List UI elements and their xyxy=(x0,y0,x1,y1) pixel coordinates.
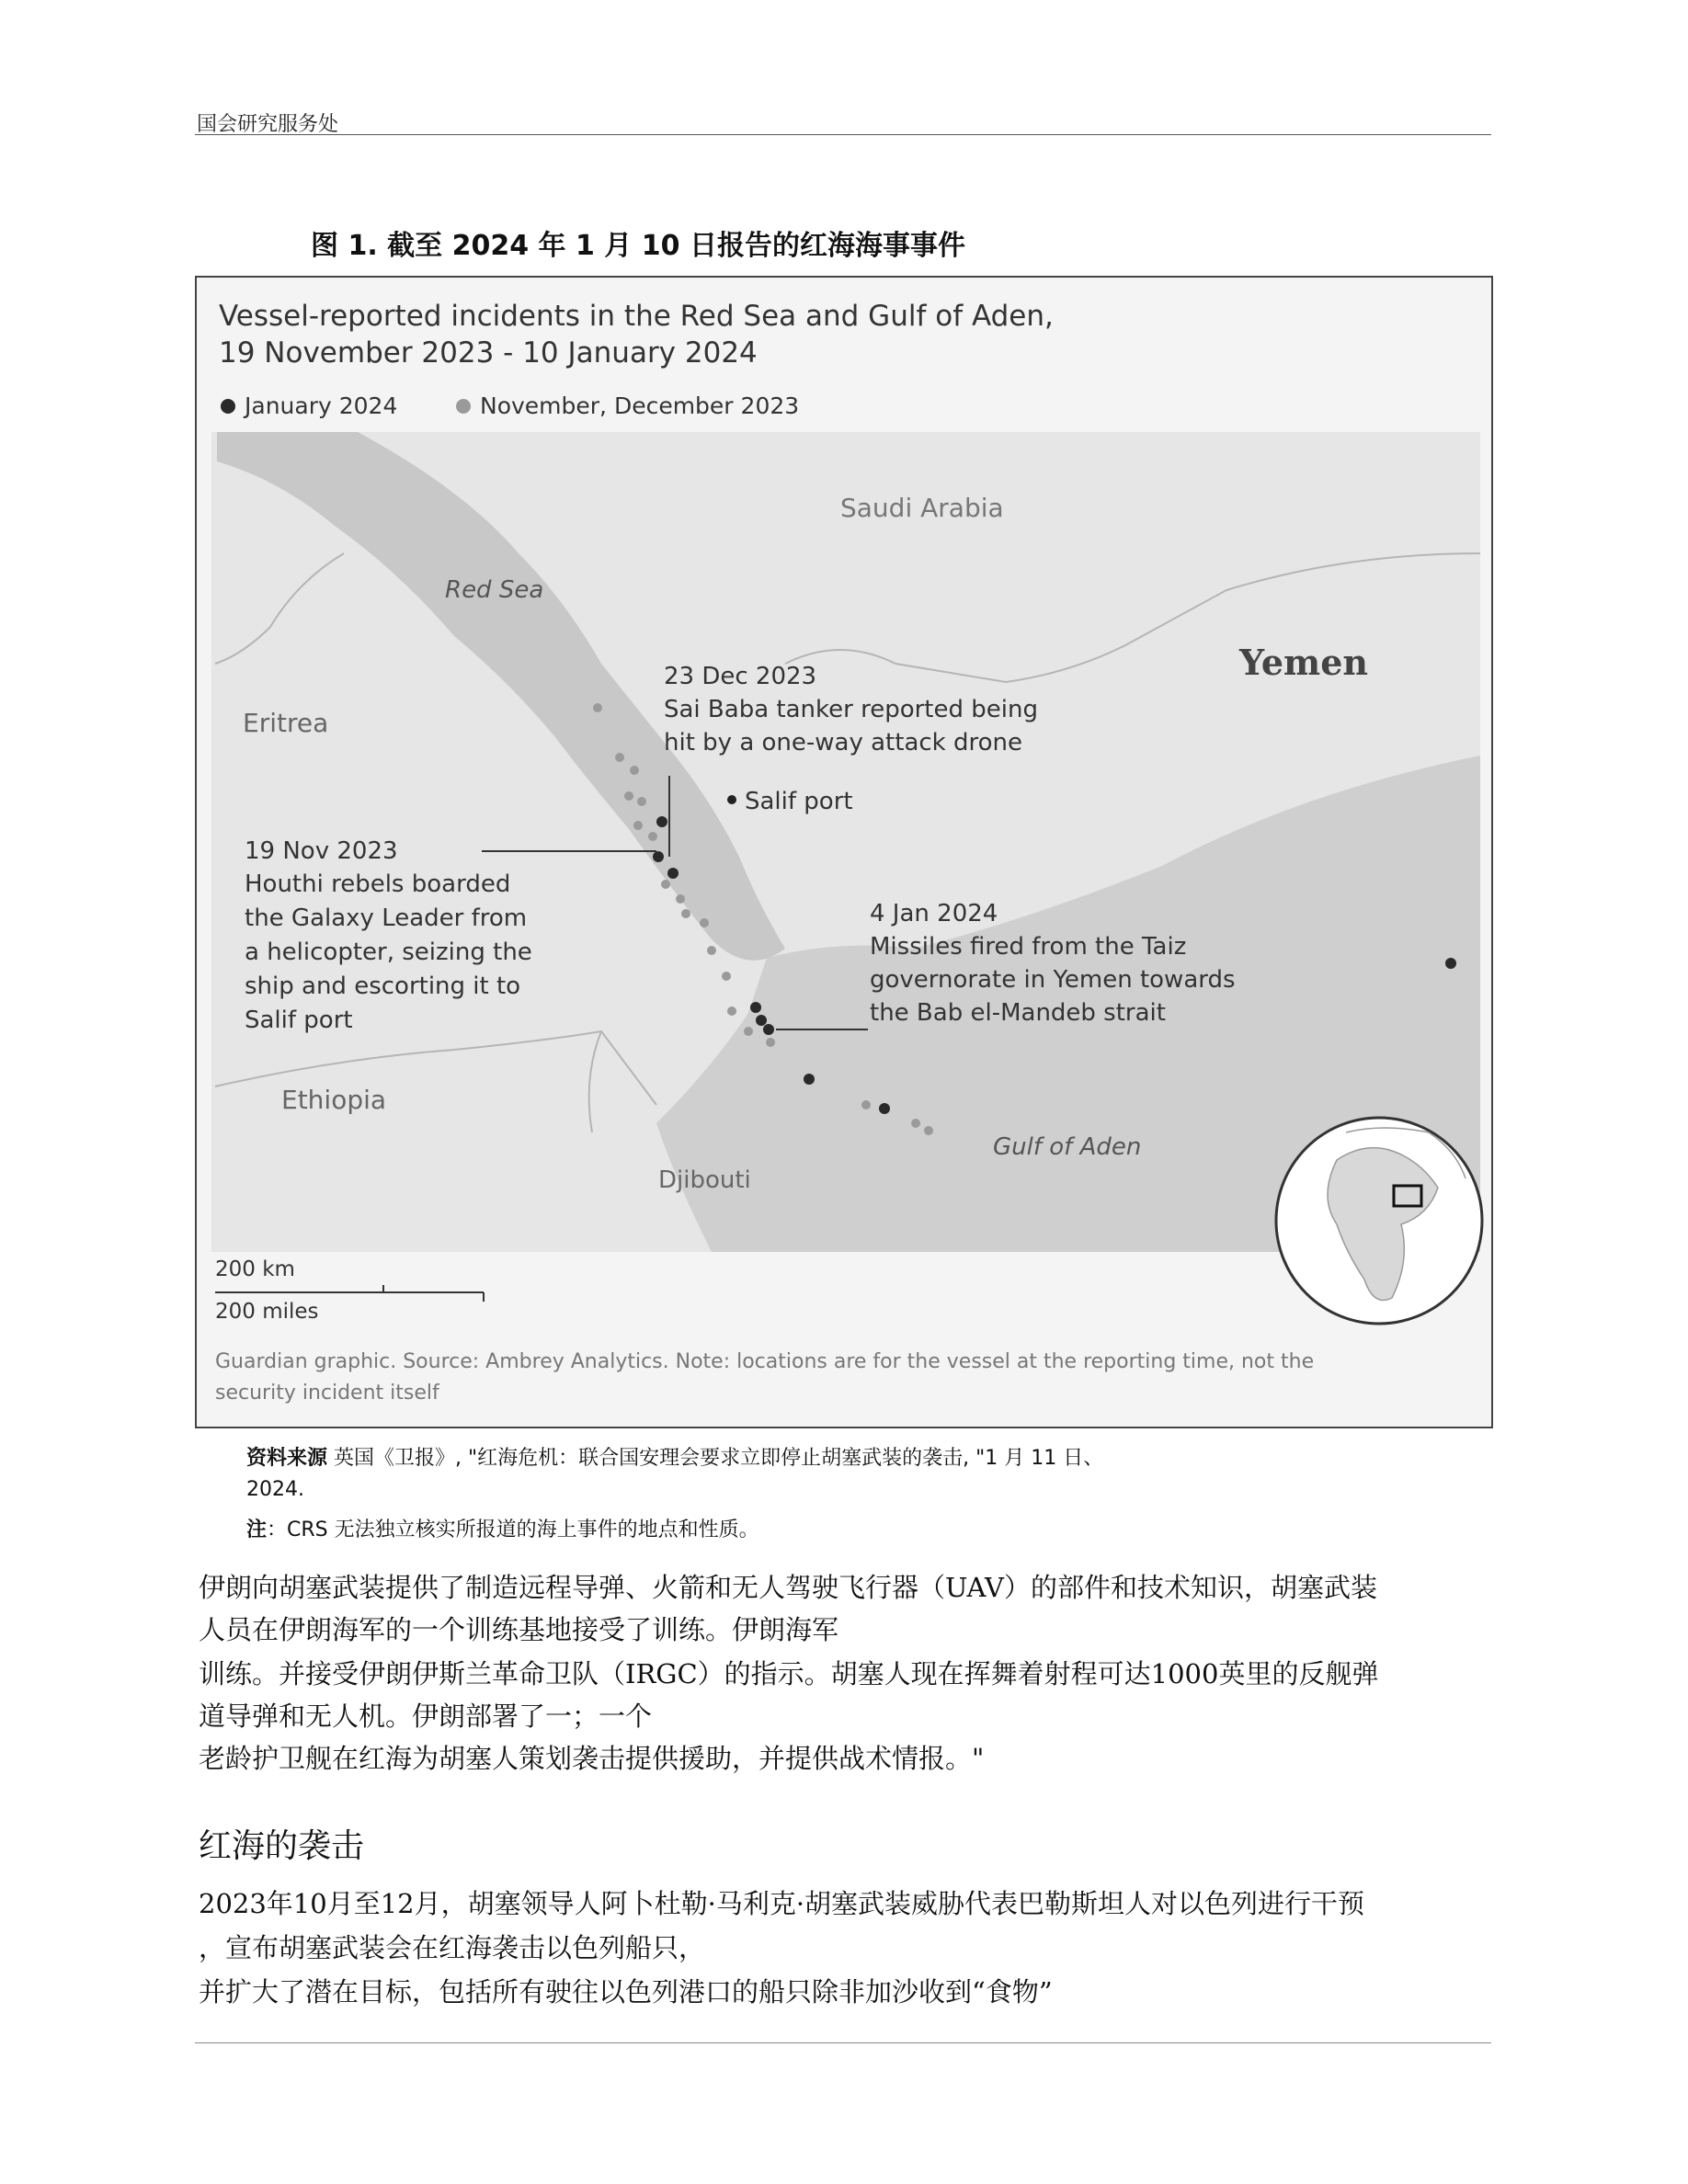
label-ethiopia: Ethiopia xyxy=(281,1085,387,1115)
incident-dot xyxy=(676,894,685,904)
annotation-nov19-line5: Salif port xyxy=(245,1007,353,1034)
body-line-1: 伊朗向胡塞武装提供了制造远程导弹、火箭和无人驾驶飞行器（UAV）的部件和技术知识，胡塞武装 xyxy=(199,1572,1377,1603)
incident-dot xyxy=(667,868,679,879)
label-red-sea: Red Sea xyxy=(445,576,544,604)
section-heading: 红海的袭击 xyxy=(199,1827,365,1865)
source-citation-cont: 2024. xyxy=(246,1478,304,1501)
organization-name: 国会研究服务处 xyxy=(197,113,339,136)
globe-inset xyxy=(1276,1118,1482,1324)
annotation-nov19-line1: Houthi rebels boarded xyxy=(245,870,511,898)
annotation-dec23-line2: hit by a one-way attack drone xyxy=(664,729,1022,756)
legend-label-january: January 2024 xyxy=(245,392,398,419)
note-text: ：CRS 无法独立核实所报道的海上事件的地点和性质。 xyxy=(267,1519,759,1541)
incident-dot xyxy=(633,821,643,830)
annotation-nov19-line3: a helicopter, seizing the xyxy=(245,938,532,966)
label-eritrea: Eritrea xyxy=(243,708,329,738)
header-divider xyxy=(195,134,1491,135)
figure-caption: 图 1. 截至 2024 年 1 月 10 日报告的红海海事事件 xyxy=(311,230,965,262)
legend-dot-january xyxy=(221,399,235,414)
incident-dot xyxy=(744,1027,753,1036)
incident-dot xyxy=(722,972,731,981)
incident-dot xyxy=(750,1002,761,1013)
source-citation xyxy=(246,1443,1103,1474)
annotation-nov19-line4: ship and escorting it to xyxy=(245,973,521,1000)
incident-dot xyxy=(653,851,664,862)
note-label: 注 xyxy=(246,1519,268,1541)
annotation-jan4-line2: governorate in Yemen towards xyxy=(870,966,1236,994)
incident-dot xyxy=(681,909,690,918)
incident-dot xyxy=(630,766,639,775)
salif-port-marker xyxy=(727,795,736,804)
label-djibouti: Djibouti xyxy=(658,1166,751,1194)
body-line-4: 道导弹和无人机。伊朗部署了一；一个 xyxy=(199,1701,653,1732)
source-note xyxy=(246,1515,759,1546)
section-line-2: ，宣布胡塞武装会在红海袭击以色列船只， xyxy=(199,1932,706,1963)
incident-dot xyxy=(700,918,709,927)
legend-dot-nov-dec xyxy=(456,399,471,414)
incident-dot xyxy=(648,832,657,841)
annotation-jan4-line1: Missiles fired from the Taiz xyxy=(870,933,1187,961)
annotation-dec23-date: 23 Dec 2023 xyxy=(664,663,817,690)
annotation-nov19-line2: the Galaxy Leader from xyxy=(245,904,528,932)
incident-dot xyxy=(707,946,716,955)
source-text: 英国《卫报》, "红海危机：联合国安理会要求立即停止胡塞武装的袭击, "1 月 11 日、 xyxy=(327,1447,1104,1470)
body-line-2: 人员在伊朗海军的一个训练基地接受了训练。伊朗海军 xyxy=(199,1614,839,1645)
annotation-nov19-date: 19 Nov 2023 xyxy=(245,837,398,865)
scale-km-label: 200 km xyxy=(215,1257,295,1281)
incident-dot xyxy=(615,753,624,762)
map-credit-line-2: security incident itself xyxy=(215,1382,439,1405)
body-line-5: 老龄护卫舰在红海为胡塞人策划袭击提供援助，并提供战术情报。" xyxy=(199,1743,985,1774)
section-line-1: 2023年10月至12月，胡塞领导人阿卜杜勒·马利克·胡塞武装威胁代表巴勒斯坦人对以色列进行干预 xyxy=(199,1888,1365,1919)
annotation-jan4-line3: the Bab el-Mandeb strait xyxy=(870,999,1166,1027)
map-title-line-1: Vessel-reported incidents in the Red Sea and Gulf of Aden, xyxy=(219,300,1054,333)
body-line-3: 训练。并接受伊朗伊斯兰革命卫队（IRGC）的指示。胡塞人现在挥舞着射程可达1000英里的反舰弹 xyxy=(199,1658,1379,1689)
incident-dot xyxy=(1445,958,1456,969)
incident-dot xyxy=(624,791,633,801)
label-salif-port: Salif port xyxy=(745,788,853,815)
label-saudi-arabia: Saudi Arabia xyxy=(840,493,1004,523)
incident-dot xyxy=(656,816,667,827)
incident-dot xyxy=(911,1119,920,1128)
incident-dot xyxy=(661,880,670,889)
incident-dot xyxy=(593,703,602,712)
incident-dot xyxy=(804,1074,815,1085)
section-line-3: 并扩大了潜在目标，包括所有驶往以色列港口的船只除非加沙收到“食物” xyxy=(199,1976,1053,2008)
map-credit-line-1: Guardian graphic. Source: Ambrey Analytics. Note: locations are for the vessel at the reporting time, not the xyxy=(215,1350,1315,1373)
incident-dot xyxy=(879,1103,890,1114)
map-svg xyxy=(197,278,1493,1428)
incident-dot xyxy=(727,1007,736,1016)
footer-divider xyxy=(195,2042,1491,2043)
scale-miles-label: 200 miles xyxy=(215,1300,319,1324)
annotation-dec23-line1: Sai Baba tanker reported being xyxy=(664,696,1038,723)
incident-dot xyxy=(637,797,646,806)
annotation-jan4-date: 4 Jan 2024 xyxy=(870,900,998,927)
incident-dot xyxy=(861,1100,871,1109)
label-gulf-of-aden: Gulf of Aden xyxy=(993,1133,1142,1161)
map-title-line-2: 19 November 2023 - 10 January 2024 xyxy=(219,336,758,370)
label-yemen: Yemen xyxy=(1239,642,1369,683)
source-label: 资料来源 xyxy=(246,1447,328,1470)
map-figure xyxy=(195,276,1493,1428)
legend-label-nov-dec: November, December 2023 xyxy=(480,392,800,419)
incident-dot xyxy=(756,1015,767,1026)
incident-dot xyxy=(766,1038,775,1047)
incident-dot xyxy=(763,1024,774,1035)
incident-dot xyxy=(924,1126,933,1135)
